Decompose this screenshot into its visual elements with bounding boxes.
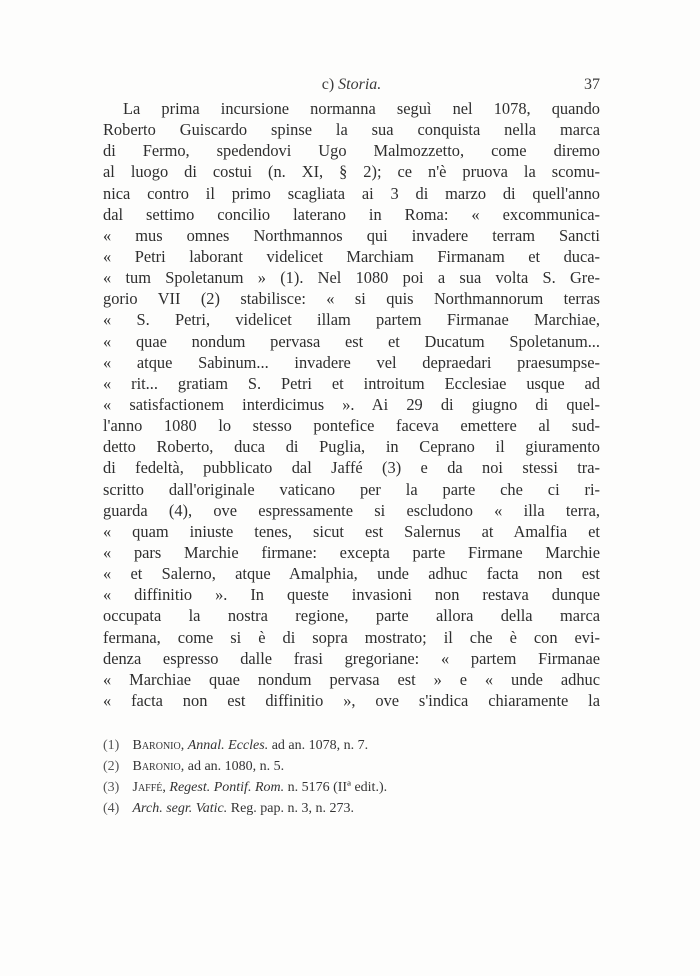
text-line: « pars Marchie firmane: excepta parte Firmane Marchie — [103, 542, 600, 562]
text-line: « atque Sabinum... invadere vel depraedari praesumpse- — [103, 352, 600, 372]
text-line: occupata la nostra regione, parte allora della marca — [103, 606, 600, 626]
text-line: denza espresso dalle frasi gregoriane: « partem Firmanae — [103, 648, 600, 668]
footnote-reference: Reg. pap. n. 3, n. 273. — [230, 801, 355, 816]
text-line: « Petri laborant videlicet Marchiam Firmanam et duca- — [103, 246, 600, 266]
text-line: detto Roberto, duca di Puglia, in Ceprano il giuramento — [103, 437, 600, 457]
text-line: « facta non est diffinitio », ove s'indica chiaramente la — [103, 690, 600, 710]
text-line: fermana, come si è di sopra mostrato; il che è con evi- — [103, 627, 600, 647]
text-line: « et Salerno, atque Amalphia, unde adhuc facta non est — [103, 564, 600, 584]
footnote-author: Baronio, — [132, 759, 185, 774]
text-line: al luogo di costui (n. XI, § 2); ce n'è pruova la scomu- — [103, 162, 600, 182]
body-text — [103, 98, 600, 711]
footnote — [103, 735, 543, 756]
footnotes — [103, 735, 543, 819]
text-line: di Fermo, spedendovi Ugo Malmozzetto, come diremo — [103, 141, 600, 161]
text-line: « S. Petri, videlicet illam partem Firmanae Marchiae, — [103, 310, 600, 330]
text-line: La prima incursione normanna seguì nel 1078, quando — [123, 99, 600, 118]
footnote-title: Annal. Eccles. — [187, 738, 269, 753]
text-line: « quam iniuste tenes, sicut est Salernus at Amalfia et — [103, 521, 600, 541]
text-line: gorio VII (2) stabilisce: « si quis Northmannorum terras — [103, 289, 600, 309]
page-number: 37 — [584, 76, 600, 93]
text-line: Roberto Guiscardo spinse la sua conquista nella marca — [103, 120, 600, 140]
text-line: « Marchiae quae nondum pervasa est » e « unde adhuc — [103, 669, 600, 689]
footnote-title: Regest. Pontif. Rom. — [169, 780, 285, 795]
footnote-reference: n. 5176 (IIª edit.). — [287, 780, 388, 795]
text-line: « quae nondum pervasa est et Ducatum Spoletanum... — [103, 331, 600, 351]
footnote-number: (4) — [103, 801, 120, 816]
section-heading — [103, 76, 600, 94]
footnote-title: Arch. segr. Vatic. — [132, 801, 228, 816]
footnote-number: (2) — [103, 759, 120, 774]
text-line: scritto dall'originale vaticano per la parte che ci ri- — [103, 479, 600, 499]
text-line: l'anno 1080 lo stesso pontefice faceva emettere al sud- — [103, 416, 600, 436]
text-line: guarda (4), ove espressamente si escludono « illa terra, — [103, 500, 600, 520]
text-line: dal settimo concilio laterano in Roma: « excommunica- — [103, 204, 600, 224]
footnote — [103, 777, 543, 798]
text-line: « diffinitio ». In queste invasioni non restava dunque — [103, 585, 600, 605]
footnote — [103, 798, 543, 819]
footnote-number: (3) — [103, 780, 120, 795]
footnote — [103, 756, 543, 777]
footnote-author: Baronio, — [132, 738, 185, 753]
footnote-reference: ad an. 1078, n. 7. — [271, 738, 369, 753]
text-line: « mus omnes Northmannos qui invadere terram Sancti — [103, 225, 600, 245]
running-header — [103, 76, 600, 98]
text-line: « satisfactionem interdicimus ». Ai 29 di giugno di quel- — [103, 394, 600, 414]
text-line: « rit... gratiam S. Petri et introitum Ecclesiae usque ad — [103, 373, 600, 393]
text-line: « tum Spoletanum » (1). Nel 1080 poi a sua volta S. Gre- — [103, 268, 600, 288]
section-title: Storia. — [338, 76, 382, 93]
footnote-author: Jaffé, — [132, 780, 166, 795]
section-prefix: c) — [321, 76, 335, 93]
footnote-reference: ad an. 1080, n. 5. — [187, 759, 285, 774]
footnote-number: (1) — [103, 738, 120, 753]
text-line: nica contro il primo scagliata ai 3 di marzo di quell'anno — [103, 183, 600, 203]
text-line: di fedeltà, pubblicato dal Jaffé (3) e da noi stessi tra- — [103, 458, 600, 478]
